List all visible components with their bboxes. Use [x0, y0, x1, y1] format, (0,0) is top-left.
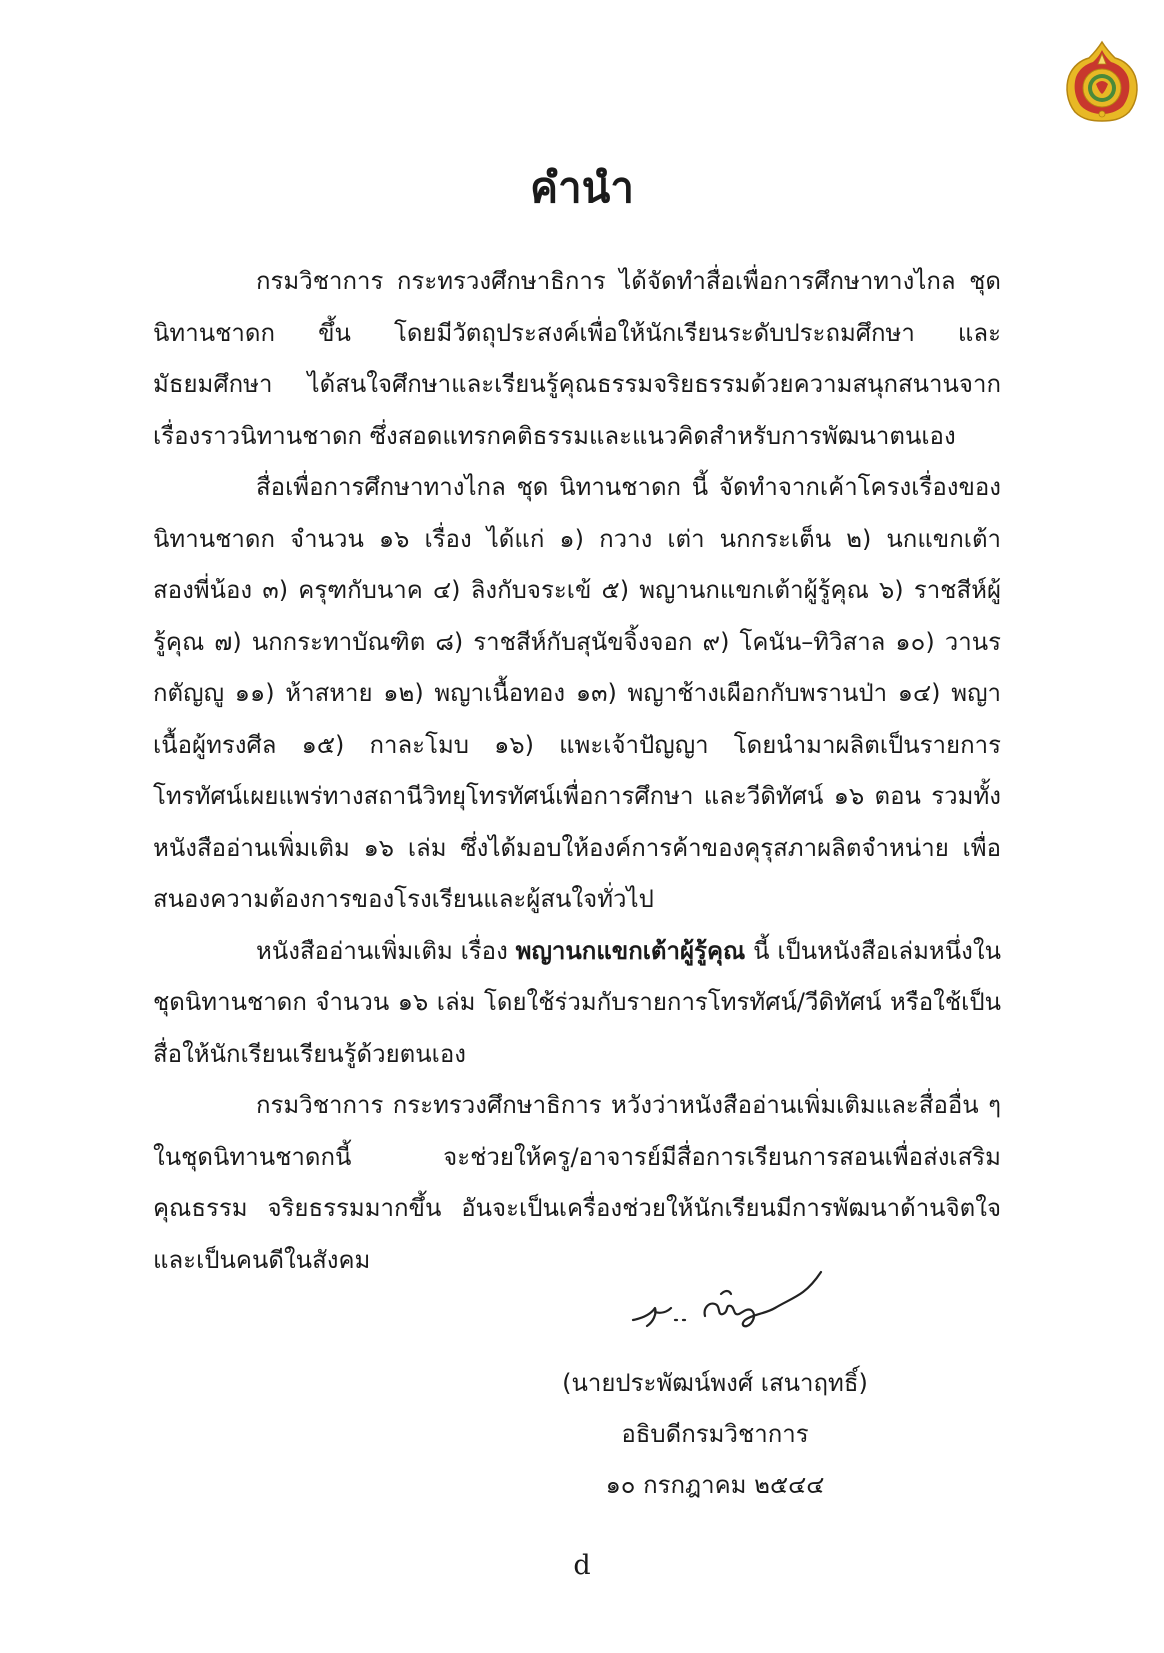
paragraph-intro: กรมวิชาการ กระทรวงศึกษาธิการ ได้จัดทำสื่อเพื่อการศึกษาทางไกล ชุด นิทานชาดก ขึ้น โดยมีวัตถุประสงค์เพื่อให้นักเรียนระดับประถมศึกษา และมัธยมศึกษา ได้สนใจศึกษาและเรียนรู้คุณธรรมจริยธรรมด้วยความสนุกสนานจากเรื่องราวนิทานชาดก ซึ่งสอดแทรกคติธรรมและแนวคิดสำหรับการพัฒนาตนเอง: [153, 267, 1001, 450]
signatory-position: อธิบดีกรมวิชาการ: [621, 1420, 809, 1448]
book-title-bold: พญานกแขกเต้าผู้รู้คุณ: [515, 936, 746, 965]
preface-body: [153, 256, 1001, 1286]
paragraph-text-segment: หนังสืออ่านเพิ่มเติม เรื่อง: [256, 936, 516, 965]
page-title: คำนำ: [530, 163, 634, 212]
handwritten-signature: [625, 1268, 875, 1348]
paragraph-closing: กรมวิชาการ กระทรวงศึกษาธิการ หวังว่าหนังสืออ่านเพิ่มเติมและสื่ออื่น ๆ ในชุดนิทานชาดกนี้ จะช่วยให้ครู/อาจารย์มีสื่อการเรียนการสอนเพื่อส่งเสริมคุณธรรม จริยธรรมมากขึ้น อันจะเป็นเครื่องช่วยให้นักเรียนมีการพัฒนาด้านจิตใจ และเป็นคนดีในสังคม: [153, 1091, 1001, 1274]
signatory-name: (นายประพัฒน์พงศ์ เสนาฤทธิ์): [562, 1369, 868, 1397]
signature-block: [520, 1358, 910, 1511]
paragraph-text-segment: นี้ เป็นหนังสือเล่มหนึ่งในชุดนิทานชาดก จำนวน ๑๖ เล่ม โดยใช้ร่วมกับรายการโทรทัศน์/วีดิทัศน์ หรือใช้เป็นสื่อให้นักเรียนเรียนรู้ด้วยตนเอง: [153, 936, 1001, 1068]
paragraph-book-description: [153, 926, 1001, 1081]
ministry-emblem-logo: [1063, 40, 1141, 122]
page-number: d: [573, 1550, 591, 1581]
paragraph-story-list: สื่อเพื่อการศึกษาทางไกล ชุด นิทานชาดก นี้ จัดทำจากเค้าโครงเรื่องของนิทานชาดก จำนวน ๑๖ เรื่อง ได้แก่ ๑) กวาง เต่า นกกระเต็น ๒) นกแขกเต้าสองพี่น้อง ๓) ครุฑกับนาค ๔) ลิงกับจระเข้ ๕) พญานกแขกเต้าผู้รู้คุณ ๖) ราชสีห์ผู้รู้คุณ ๗) นกกระทาบัณฑิต ๘) ราชสีห์กับสุนัขจิ้งจอก ๙) โคนัน–ทิวิสาล ๑๐) วานรกตัญญู ๑๑) ห้าสหาย ๑๒) พญาเนื้อทอง ๑๓) พญาช้างเผือกกับพรานป่า ๑๔) พญาเนื้อผู้ทรงศีล ๑๕) กาละโมบ ๑๖) แพะเจ้าปัญญา โดยนำมาผลิตเป็นรายการโทรทัศน์เผยแพร่ทางสถานีวิทยุโทรทัศน์เพื่อการศึกษา และวีดิทัศน์ ๑๖ ตอน รวมทั้งหนังสืออ่านเพิ่มเติม ๑๖ เล่ม ซึ่งได้มอบให้องค์การค้าของคุรุสภาผลิตจำหน่าย เพื่อสนองความต้องการของโรงเรียนและผู้สนใจทั่วไป: [153, 473, 1001, 913]
signature-date: ๑๐ กรกฎาคม ๒๕๔๔: [605, 1471, 825, 1499]
